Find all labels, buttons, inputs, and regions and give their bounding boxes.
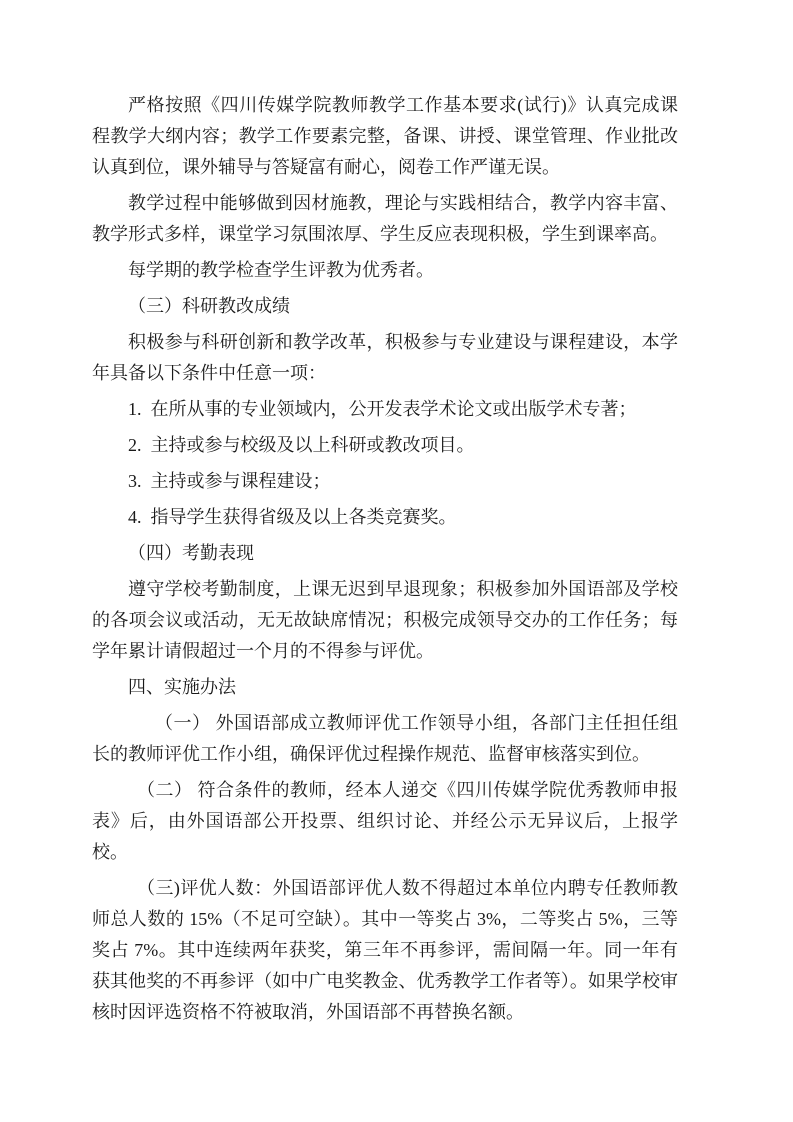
paragraph: 遵守学校考勤制度，上课无迟到早退现象；积极参加外国语部及学校的各项会议或活动，无无故缺席情况；积极完成领导交办的工作任务；每学年累计请假超过一个月的不得参与评优。 — [92, 579, 678, 661]
document-text-block — [92, 90, 678, 1033]
list-item — [92, 502, 678, 533]
list-item-number: 1. — [128, 399, 142, 419]
list-item-text: 在所从事的专业领域内，公开发表学术论文或出版学术专著； — [150, 399, 637, 419]
section-heading: 四、实施办法 — [128, 677, 236, 697]
list-item-text: 主持或参与校级及以上科研或教改项目。 — [150, 435, 475, 455]
list-item — [92, 394, 678, 425]
paragraph: 积极参与科研创新和教学改革，积极参与专业建设与课程建设，本学年具备以下条件中任意一项： — [92, 332, 678, 383]
sub-item-paragraph: （二） 符合条件的教师，经本人递交《四川传媒学院优秀教师申报表》后，由外国语部公开投票、组织讨论、并经公示无异议后，上报学校。 — [92, 780, 678, 862]
list-item-number: 4. — [128, 507, 142, 527]
list-item — [92, 466, 678, 497]
list-item — [92, 430, 678, 461]
subsection-heading: （四）考勤表现 — [128, 543, 254, 563]
sub-item-paragraph: （一） 外国语部成立教师评优工作领导小组，各部门主任担任组长的教师评优工作小组，确保评优过程操作规范、监督审核落实到位。 — [92, 713, 678, 764]
subsection-heading: （三）科研教改成绩 — [128, 296, 290, 316]
list-item-number: 3. — [128, 471, 142, 491]
list-item-text: 主持或参与课程建设； — [150, 471, 331, 491]
list-item-text: 指导学生获得省级及以上各类竞赛奖。 — [150, 507, 457, 527]
list-item-number: 2. — [128, 435, 142, 455]
paragraph: 教学过程中能够做到因材施教，理论与实践相结合，教学内容丰富、教学形式多样，课堂学习氛围浓厚、学生反应表现积极，学生到课率高。 — [92, 193, 678, 244]
paragraph: 严格按照《四川传媒学院教师教学工作基本要求(试行)》认真完成课程教学大纲内容；教学工作要素完整，备课、讲授、课堂管理、作业批改认真到位，课外辅导与答疑富有耐心，阅卷工作严谨无误。 — [92, 95, 678, 177]
paragraph: 每学期的教学检查学生评教为优秀者。 — [128, 260, 434, 280]
sub-item-paragraph: （三)评优人数：外国语部评优人数不得超过本单位内聘专任教师教师总人数的 15%（不足可空缺）。其中一等奖占 3%，二等奖占 5%，三等奖占 7%。其中连续两年获奖，第三年不再参评，需间隔一年。同一年有获其他奖的不再参评（如中广电奖教金、优秀教学工作者等）。如果学校审核时因评选资格不符被取消，外国语部不再替换名额。 — [92, 878, 678, 1022]
